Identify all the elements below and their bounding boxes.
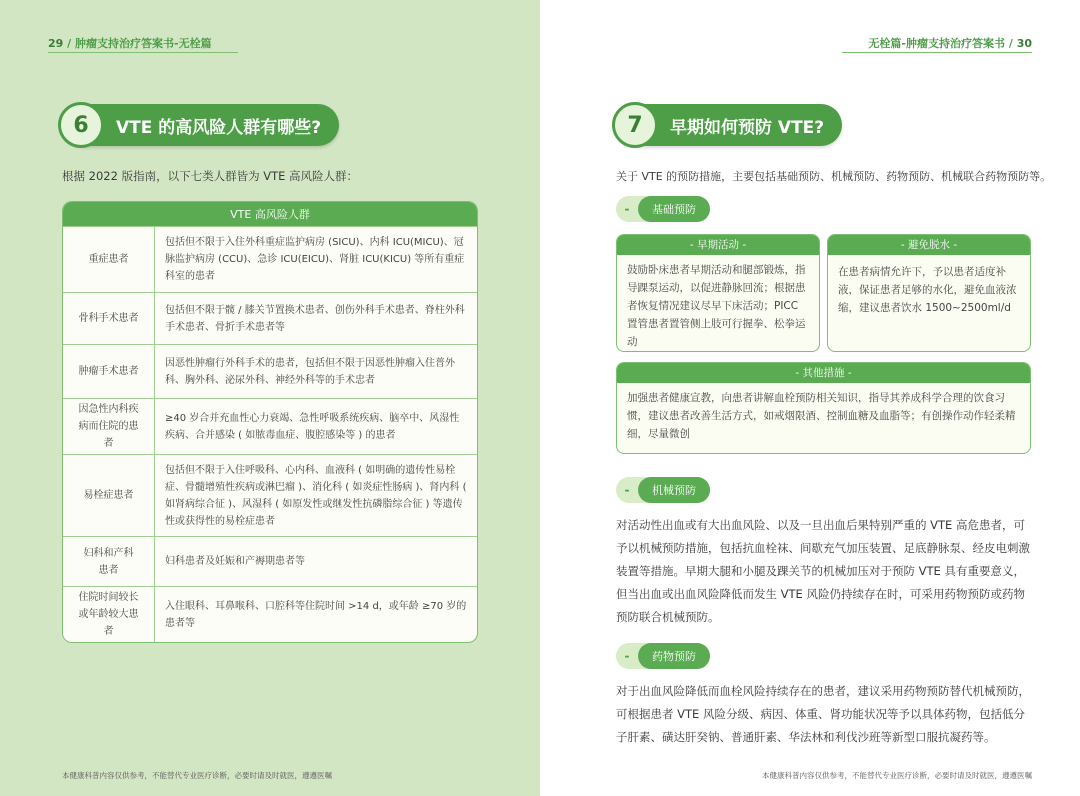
right-header-rule [842,52,1032,53]
left-header-subtitle: 无栓篇 [178,37,212,50]
drug-prevention-paragraph: 对于出血风险降低而血栓风险持续存在的患者，建议采用药物预防替代机械预防，可根据患者 VTE 风险分级、病因、体重、肾功能状况等予以具体药物，包括低分子肝素、磺达肝癸钠、普通肝素、华法林和利伐沙班等新型口服抗凝药等。 [616,684,1030,744]
early-activity-text: 鼓励卧床患者早期活动和腿部锻炼，指导踝泵运动，以促进静脉回流；根据患者恢复情况建议尽早下床活动；PICC 置管患者置管侧上肢可行握拳、松拳运动 [627,264,806,348]
basic-prevention-label [616,196,710,222]
right-header-sep: / [1008,37,1013,50]
left-intro: 根据 2022 版指南，以下七类人群皆为 VTE 高风险人群： [62,169,359,183]
left-page-number: 29 [48,37,64,50]
row-description: 包括但不限于髋 / 膝关节置换术患者、创伤外科手术患者、脊柱外科手术患者、骨折手术患者等 [155,292,477,344]
row-category: 妇科和产科患者 [63,536,155,586]
right-page [540,0,1080,796]
right-page-number: 30 [1016,37,1032,50]
row-description: 入住眼科、耳鼻喉科、口腔科等住院时间 >14 d，或年龄 ≥70 岁的患者等 [155,586,477,642]
row-category: 住院时间较长或年龄较大患者 [63,586,155,642]
left-header-rule [48,52,238,53]
table-row [63,344,477,398]
row-category: 易栓症患者 [63,454,155,536]
row-category: 因急性内科疾病而住院的患者 [63,398,155,454]
early-activity-box [616,234,820,352]
section-6-number: 6 [58,102,104,148]
left-header-sep: / [67,37,72,50]
right-footer-disclaimer: 本健康科普内容仅供参考，不能替代专业医疗诊断，必要时请及时就医，遵遵医嘱 [762,771,1032,780]
row-description: 因恶性肿瘤行外科手术的患者，包括但不限于因恶性肿瘤入住普外科、胸外科、泌尿外科、神经外科等的手术忠者 [155,344,477,398]
table-header: VTE 高风险人群 [63,202,477,226]
left-header-title: 肿瘤支持治疗答案书- [75,37,179,50]
section-dash: - [624,202,630,216]
avoid-dehydration-box [827,234,1031,352]
mechanical-prevention-paragraph: 对活动性出血或有大出血风险、以及一旦出血后果特别严重的 VTE 高危患者，可予以机械预防措施，包括抗血栓袜、间歇充气加压装置、足底静脉泵、经皮电刺激装置等措施。早期大腿和小腿及踝关节的机械加压对于预防 VTE 具有重要意义，但当出血或出血风险降低而发生 VTE 风险仍持续存在时，可采用药物预防或药物预防联合机械预防。 [616,518,1030,624]
section-7-heading: 早期如何预防 VTE? [670,117,825,138]
table-row [63,398,477,454]
section-dash: - [624,483,630,497]
table-row [63,292,477,344]
section-dash: - [624,649,630,663]
row-description: 包括但不限于入住外科重症监护病房 (SICU)、内科 ICU(MICU)、冠脉监护病房 (CCU)、急诊 ICU(EICU)、肾脏 ICU(KICU) 等所有重症科室的患者 [155,226,477,292]
table-row [63,586,477,642]
section-6-heading: VTE 的高风险人群有哪些? [116,117,322,138]
section-6-title [62,104,339,146]
row-description: 包括但不限于入住呼吸科、心内科、血液科 ( 如明确的遗传性易栓症、骨髓增殖性疾病或淋巴瘤 )、消化科 ( 如炎症性肠病 )、肾内科 ( 如肾病综合征 )、风湿科 ( 如原发性或继发性抗磷脂综合征 ) 等遗传性或获得性的易栓症患者 [155,454,477,536]
basic-prevention-text: 基础预防 [638,196,710,222]
other-measures-box [616,362,1031,454]
table-row [63,536,477,586]
right-header-subtitle: 无栓篇 [868,37,902,50]
drug-prevention-text: 药物预防 [638,643,710,669]
table-row [63,454,477,536]
row-category: 肿瘤手术患者 [63,344,155,398]
avoid-dehydration-text: 在患者病情允许下，予以患者适度补液，保证患者足够的水化，避免血液浓缩，建议患者饮水 1500~2500ml/d [838,266,1017,314]
left-running-header [48,35,212,51]
row-category: 骨科手术患者 [63,292,155,344]
right-intro: 关于 VTE 的预防措施，主要包括基础预防、机械预防、药物预防、机械联合药物预防等。 [616,170,1052,183]
section-7-number: 7 [612,102,658,148]
row-category: 重症患者 [63,226,155,292]
avoid-dehydration-title: - 避免脱水 - [828,235,1030,255]
other-measures-text: 加强患者健康宣教，向患者讲解血栓预防相关知识，指导其养成科学合理的饮食习惯，建议患者改善生活方式，如戒烟限酒、控制血糖及血脂等；有创操作动作轻柔精细，尽量微创 [627,392,1016,440]
row-description: ≥40 岁合并充血性心力衰竭、急性呼吸系统疾病、脑卒中、风湿性疾病、合并感染 ( 如脓毒血症、腹腔感染等 ) 的患者 [155,398,477,454]
mechanical-prevention-label [616,477,710,503]
table-row [63,226,477,292]
left-footer-disclaimer: 本健康科普内容仅供参考，不能替代专业医疗诊断，必要时请及时就医，遵遵医嘱 [62,771,332,780]
drug-prevention-label [616,643,710,669]
early-activity-title: - 早期活动 - [617,235,819,255]
section-7-title [616,104,842,146]
other-measures-title: - 其他措施 - [617,363,1030,383]
vte-high-risk-table [62,201,478,643]
mechanical-prevention-text: 机械预防 [638,477,710,503]
right-header-title: -肿瘤支持治疗答案书 [901,37,1005,50]
row-description: 妇科患者及妊娠和产褥期患者等 [155,536,477,586]
right-running-header [868,35,1032,51]
